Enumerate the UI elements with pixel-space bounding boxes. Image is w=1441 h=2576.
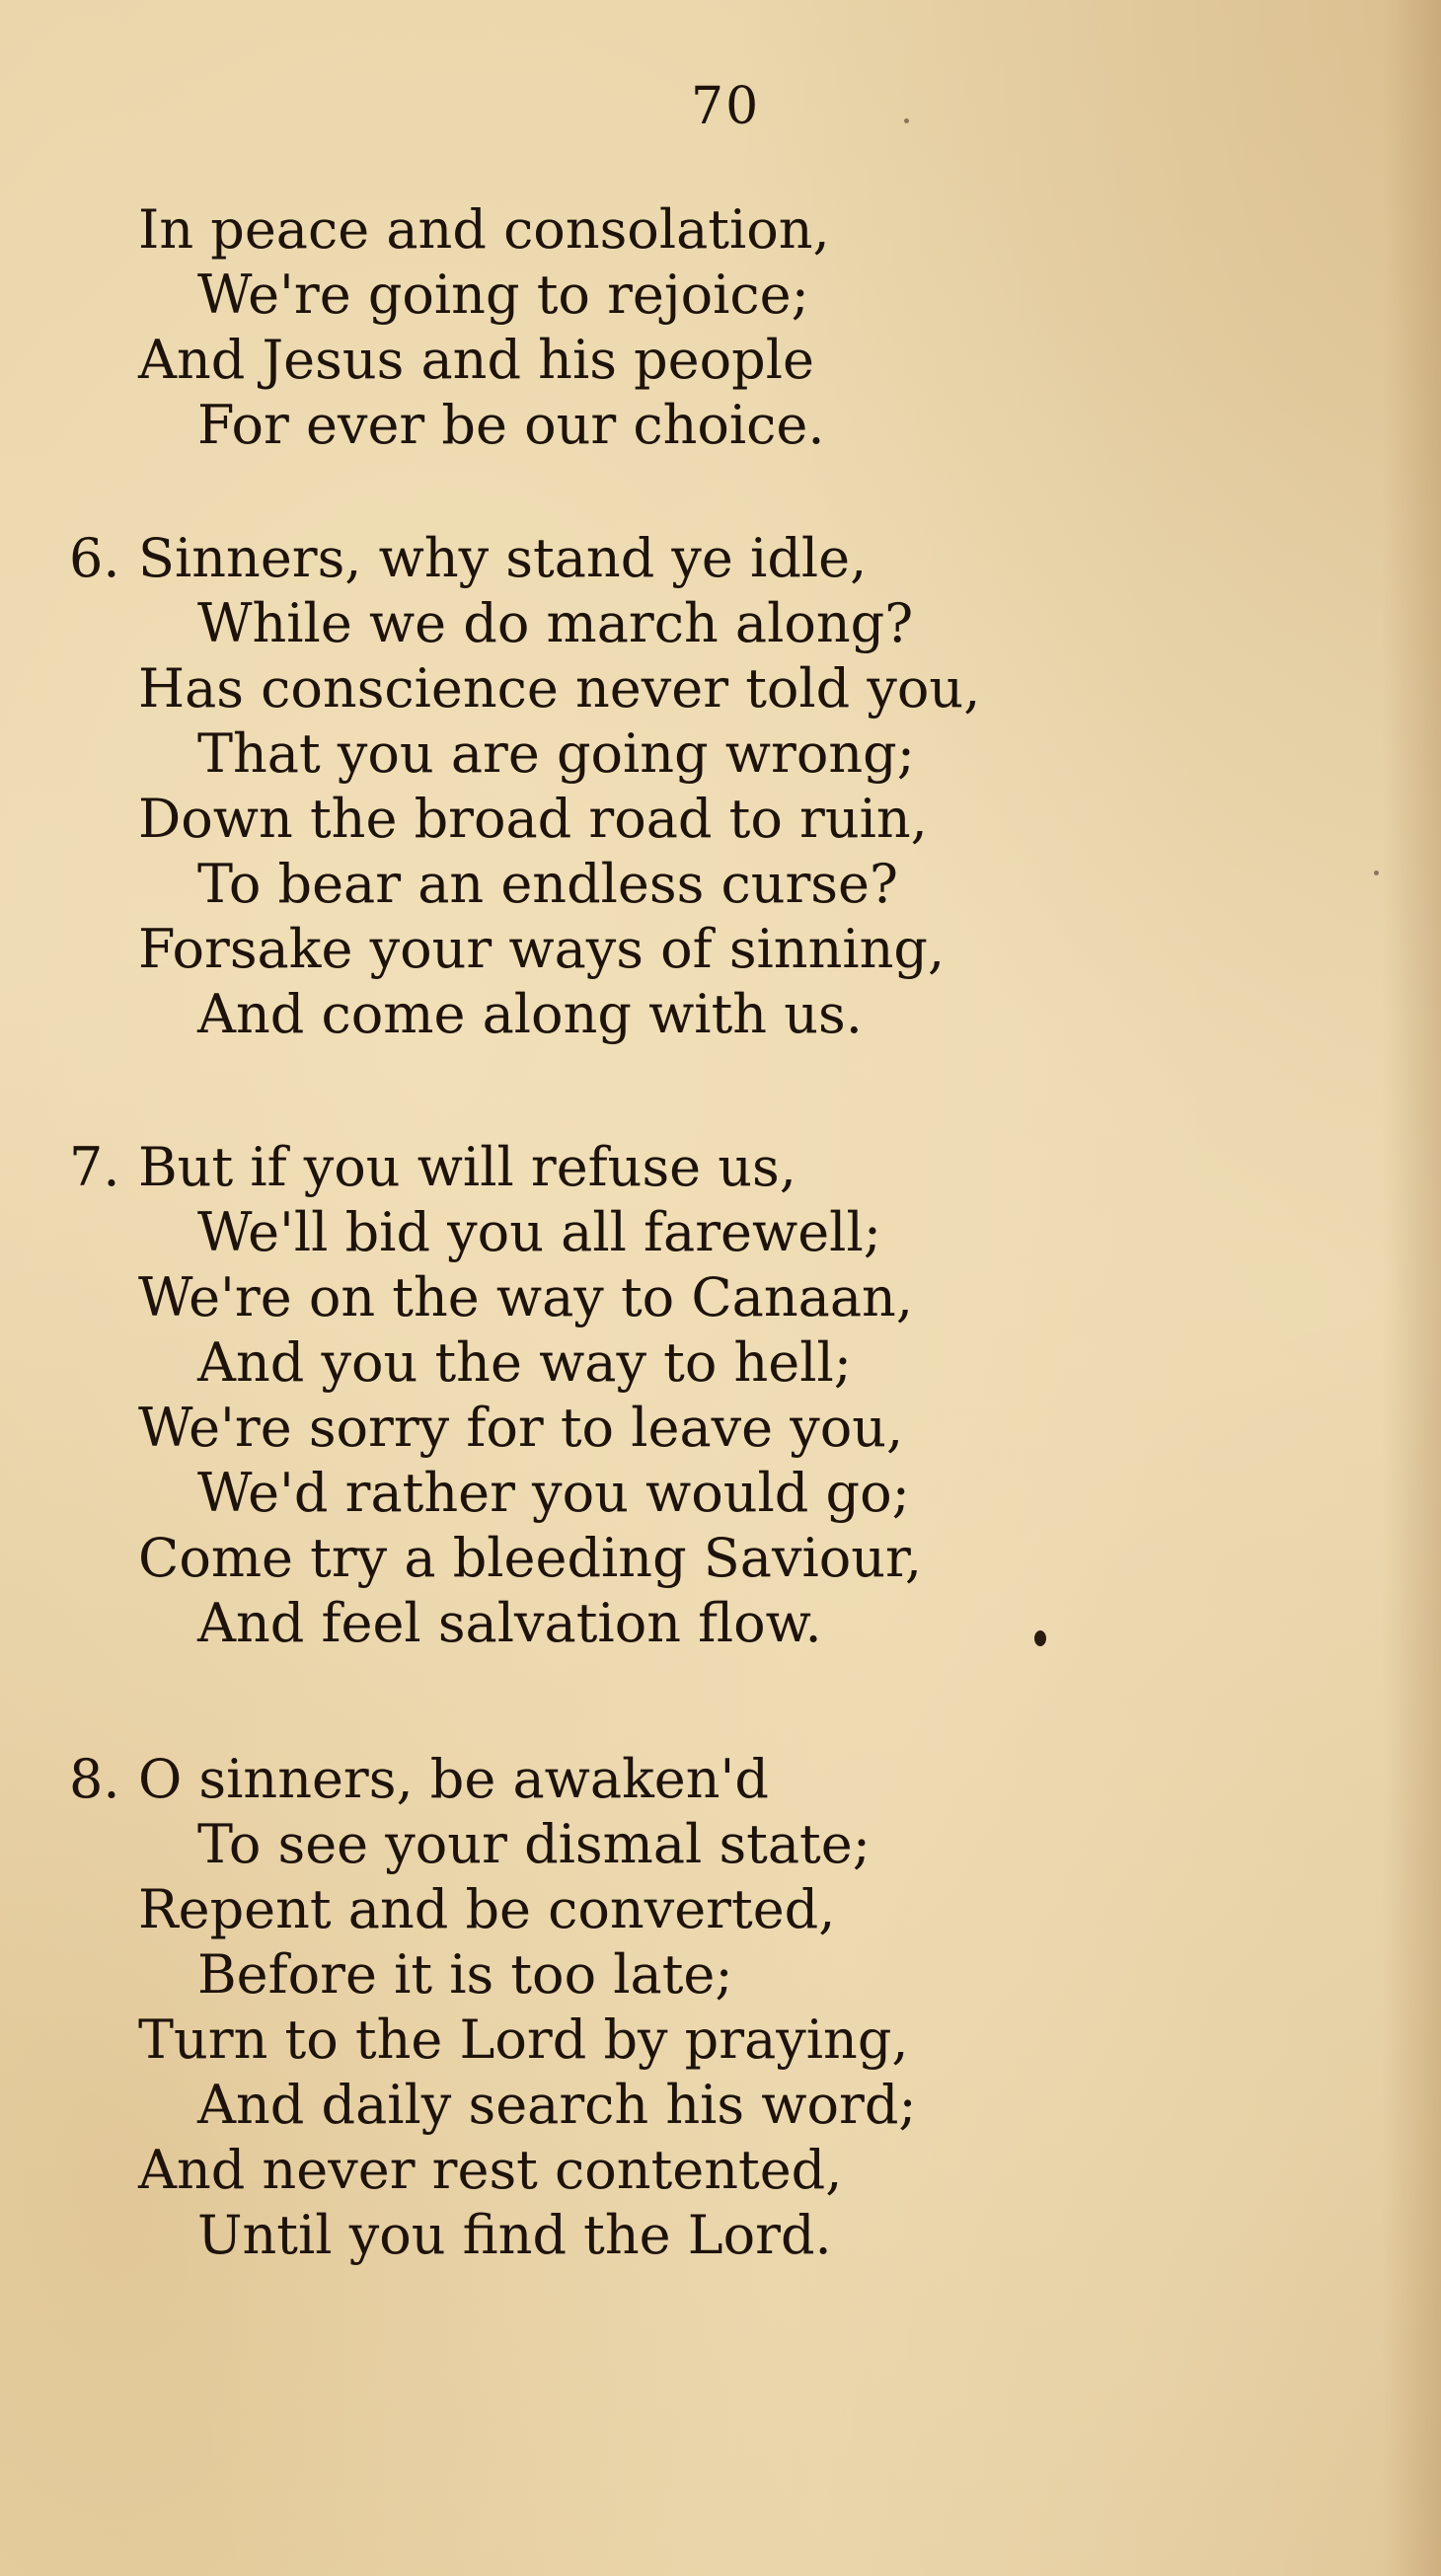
verse-line: Down the broad road to ruin, (138, 788, 928, 850)
verse-line: Until you find the Lord. (197, 2204, 832, 2266)
verse-line: Sinners, why stand ye idle, (138, 527, 868, 589)
page-number: 70 (691, 77, 761, 136)
verse-line: Forsake your ways of sinning, (138, 918, 946, 980)
verse-line: And daily search his word; (197, 2074, 917, 2136)
verse-line: To bear an endless curse? (197, 853, 898, 915)
verse-line: To see your dismal state; (197, 1813, 871, 1875)
verse-line: And come along with us. (197, 983, 863, 1045)
verse-line: We'll bid you all farewell; (197, 1201, 881, 1263)
verse-line: That you are going wrong; (197, 722, 915, 785)
verse-line: Before it is too late; (197, 1943, 733, 2006)
verse-line: And feel salvation flow. (197, 1592, 822, 1654)
verse-line: Has conscience never told you, (138, 657, 981, 720)
verse-line: For ever be our choice. (197, 394, 825, 456)
verse-line: And you the way to hell; (197, 1331, 853, 1394)
ink-speck (1034, 1630, 1046, 1646)
verse-line: In peace and consolation, (138, 198, 830, 261)
verse-line: We're on the way to Canaan, (138, 1266, 913, 1328)
verse-line: We're sorry for to leave you, (138, 1397, 904, 1459)
verse-line: Turn to the Lord by praying, (138, 2008, 909, 2071)
stanza-number: 8. (69, 1748, 120, 1810)
page-edge-shadow (1382, 0, 1441, 2576)
verse-line: While we do march along? (197, 592, 914, 654)
verse-line: And Jesus and his people (138, 329, 814, 391)
verse-line: We're going to rejoice; (197, 264, 809, 326)
verse-line: Repent and be converted, (138, 1878, 836, 1940)
ink-speck (1374, 871, 1379, 875)
stanza-number: 6. (69, 527, 120, 589)
verse-line: And never rest contented, (138, 2139, 843, 2201)
verse-line: O sinners, be awaken'd (138, 1748, 769, 1810)
verse-line: But if you will refuse us, (138, 1136, 796, 1198)
verse-line: We'd rather you would go; (197, 1462, 910, 1524)
verse-line: Come try a bleeding Saviour, (138, 1527, 923, 1589)
ink-speck (904, 118, 909, 123)
stanza-number: 7. (69, 1136, 120, 1198)
